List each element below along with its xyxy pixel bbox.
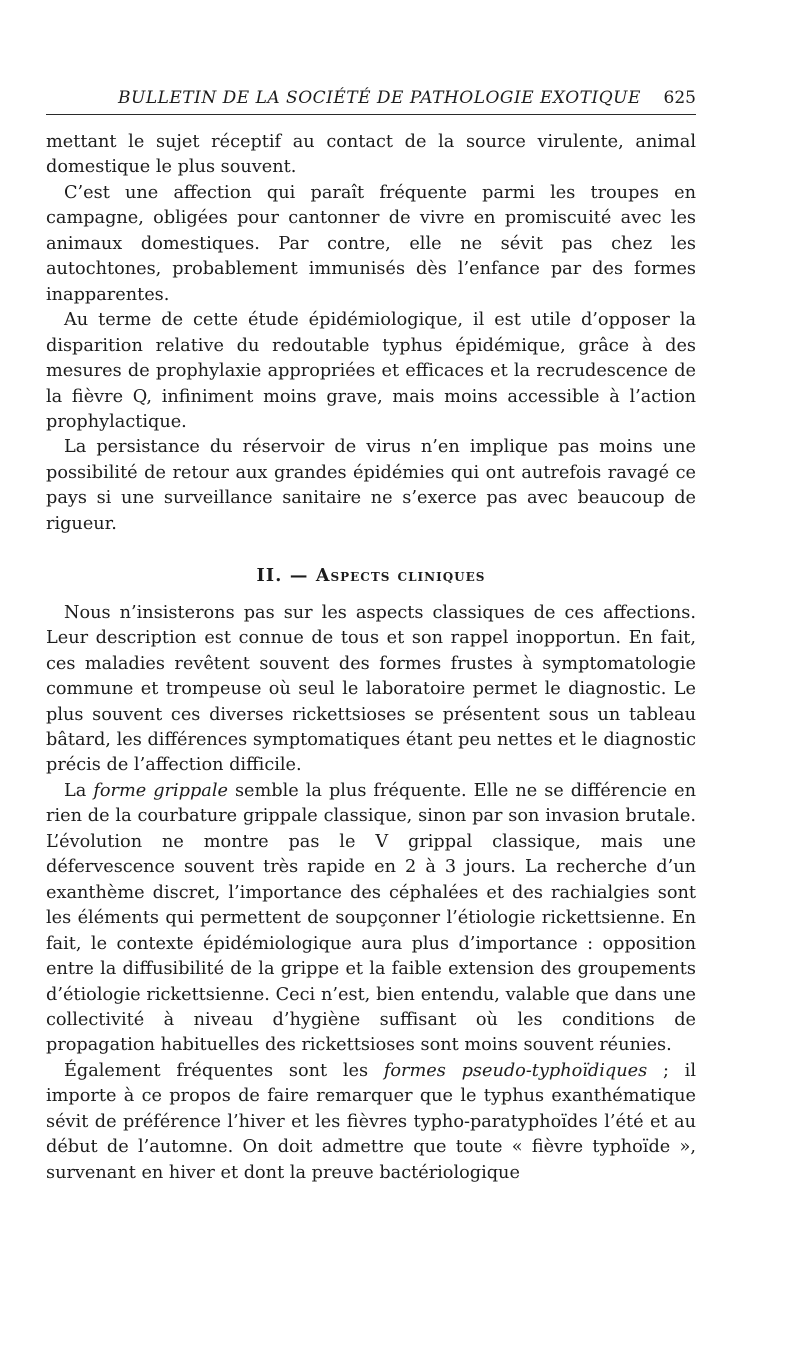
section-title: Aspects cliniques — [315, 566, 486, 587]
section-number: II. — [256, 566, 283, 587]
article-body — [46, 130, 696, 1186]
paragraph-text: Également fréquentes sont les — [64, 1060, 384, 1081]
page-number: 625 — [663, 88, 696, 108]
body-paragraph — [46, 1059, 696, 1186]
body-paragraph: mettant le sujet réceptif au contact de la source virulente, animal domestique le plus souvent. — [46, 132, 696, 178]
italic-term: forme grippale — [93, 780, 228, 801]
running-header — [46, 86, 696, 115]
section-dash: — — [289, 566, 309, 587]
body-paragraph: La persistance du réservoir de virus n’en implique pas moins une possibilité de retour aux grandes épidémies qui ont autrefois ravagé ce pays si une surveillance sanitaire ne s’exerce pas avec beaucoup de rigueur. — [46, 437, 696, 534]
journal-title: BULLETIN DE LA SOCIÉTÉ DE PATHOLOGIE EXOTIQUE — [118, 88, 641, 108]
italic-term: formes pseudo-typhoïdiques — [383, 1060, 648, 1081]
paragraph-text: La — [64, 780, 94, 801]
body-paragraph: Nous n’insisterons pas sur les aspects classiques de ces affections. Leur description est connue de tous et son rappel inopportun. En fait, ces maladies revêtent souvent des formes frustes à symptomatologie commune et trompeuse où seul le laboratoire permet le diagnostic. Le plus souvent ces diverses rickettsioses se présentent sous un tableau bâtard, les différences symptomatiques étant peu nettes et le diagnostic précis de l’affection difficile. — [46, 602, 696, 776]
section-heading — [46, 564, 696, 589]
body-paragraph — [46, 779, 696, 1059]
paragraph-text: ; il importe à ce propos de faire remarquer que le typhus exanthématique sévit de préférence l’hiver et les fièvres typho-paratyphoïdes l’été et au début de l’automne. On doit admettre que toute « fièvre typhoïde », survenant en hiver et dont la preuve bactériologique — [46, 1060, 696, 1183]
paragraph-text: semble la plus fréquente. Elle ne se différencie en rien de la courbature grippale classique, sinon par son invasion brutale. L’évolution ne montre pas le V grippal classique, mais une défervescence souvent très rapide en 2 à 3 jours. La recherche d’un exanthème discret, l’importance des céphalées et des rachialgies sont les éléments qui permettent de soupçonner l’étiologie rickettsienne. En fait, le contexte épidémiologique aura plus d’importance : opposition entre la diffusibilité de la grippe et la faible extension des groupements d’étiologie rickettsienne. Ceci n’est, bien entendu, valable que dans une collectivité à niveau d’hygiène suffisant où les conditions de propagation habituelles des rickettsioses sont moins souvent réunies. — [46, 780, 696, 1056]
body-paragraph: Au terme de cette étude épidémiologique, il est utile d’opposer la disparition relative du redoutable typhus épidémique, grâce à des mesures de prophylaxie appropriées et efficaces et la recrudescence de la fièvre Q, infiniment moins grave, mais moins accessible à l’action prophylactique. — [46, 310, 696, 432]
body-paragraph: C’est une affection qui paraît fréquente parmi les troupes en campagne, obligées pour cantonner de vivre en promiscuité avec les animaux domestiques. Par contre, elle ne sévit pas chez les autochtones, probablement immunisés dès l’enfance par des formes inapparentes. — [46, 182, 696, 305]
